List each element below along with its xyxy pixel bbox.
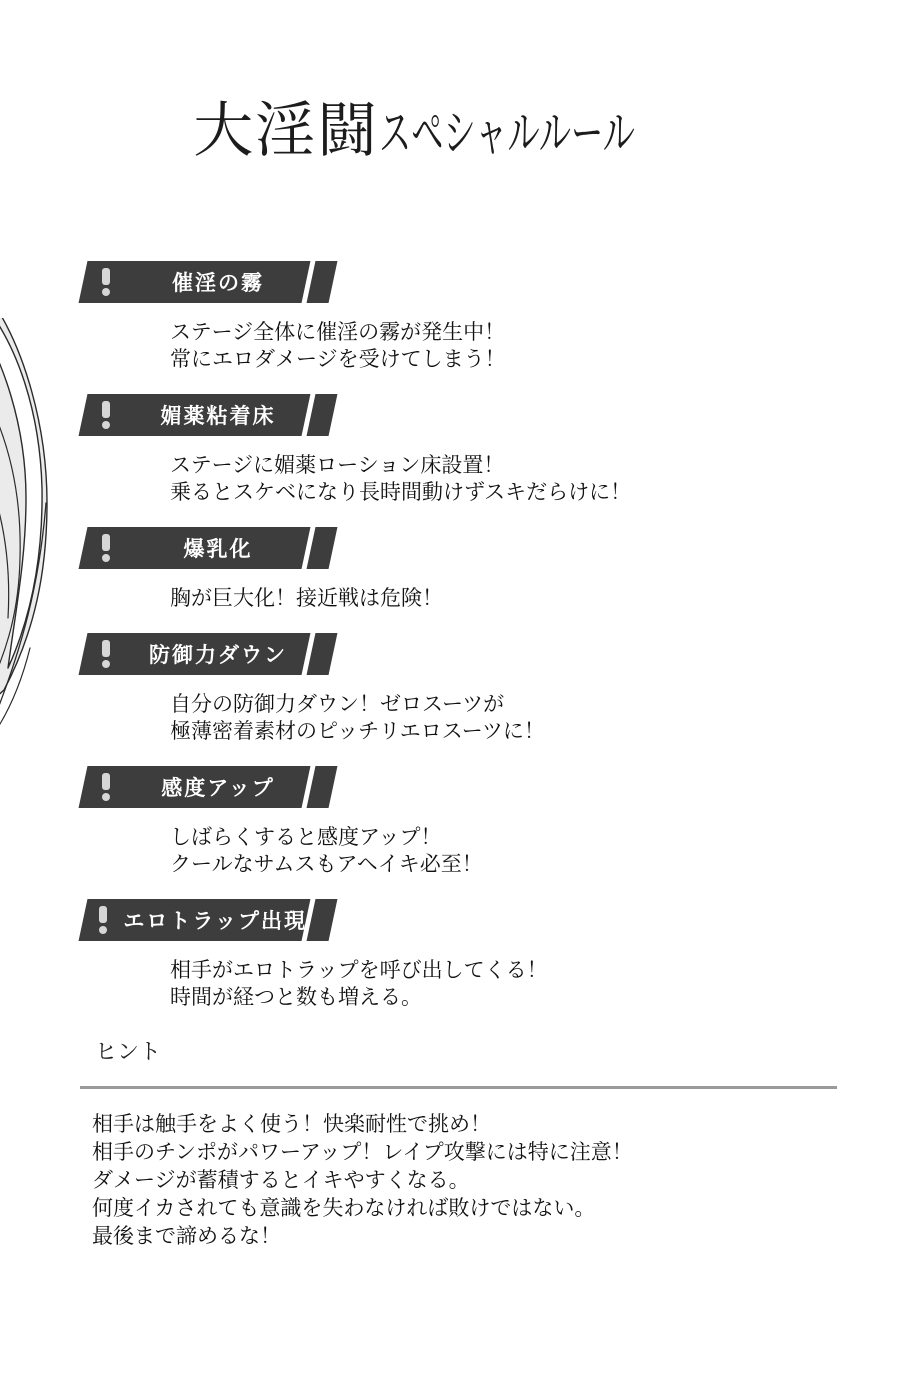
page-title-main: 大淫闘 xyxy=(193,97,380,164)
rule-description-line: しばらくすると感度アップ！ xyxy=(170,826,442,849)
hints-list xyxy=(92,1111,915,1251)
alert-icon-dot xyxy=(102,288,110,296)
rule-banner xyxy=(83,766,333,808)
rule-sections xyxy=(0,261,915,1011)
rule-banner-content xyxy=(83,766,333,808)
alert-icon xyxy=(83,773,129,801)
rule-section xyxy=(0,766,915,878)
hint-line: 最後まで諦めるな！ xyxy=(92,1225,281,1248)
horizontal-divider xyxy=(80,1086,837,1089)
rule-description xyxy=(170,824,915,878)
rule-banner-content xyxy=(83,394,333,436)
rule-description-line: 乗るとスケベになり長時間動けずスキだらけに！ xyxy=(170,481,632,504)
alert-icon-dot xyxy=(102,421,110,429)
rule-banner-label: 防御力ダウン xyxy=(149,644,287,667)
rule-description xyxy=(170,452,915,506)
rule-description-line: 極薄密着素材のピッチリエロスーツに！ xyxy=(170,720,545,743)
rule-description-line: ステージに媚薬ローション床設置！ xyxy=(170,454,505,477)
rule-banner-label: 感度アップ xyxy=(161,777,275,800)
rule-description-line: 常にエロダメージを受けてしまう！ xyxy=(170,348,506,371)
alert-icon-dot xyxy=(99,926,107,934)
rule-description-line: クールなサムスもアヘイキ必至！ xyxy=(170,853,483,876)
alert-icon xyxy=(83,268,129,296)
rule-banner xyxy=(83,633,333,675)
hint-line: 相手のチンポがパワーアップ！レイプ攻撃には特に注意！ xyxy=(92,1141,633,1164)
rule-description-line: 自分の防御力ダウン！ゼロスーツが xyxy=(170,693,505,716)
hint-line: 相手は触手をよく使う！快楽耐性で挑め！ xyxy=(92,1113,491,1136)
rule-banner-content xyxy=(83,261,333,303)
rule-banner xyxy=(83,261,333,303)
rule-section xyxy=(0,527,915,612)
rule-banner xyxy=(83,394,333,436)
hint-line: ダメージが蓄積するとイキやすくなる。 xyxy=(92,1169,470,1192)
rule-description xyxy=(170,957,915,1011)
rule-banner-label: 媚薬粘着床 xyxy=(160,405,276,428)
rule-description-line: 相手がエロトラップを呼び出してくる！ xyxy=(170,959,548,982)
rule-description-line: 胸が巨大化！接近戦は危険！ xyxy=(170,587,443,610)
alert-icon-dot xyxy=(102,554,110,562)
rule-section xyxy=(0,261,915,373)
alert-icon-bar xyxy=(102,773,110,790)
alert-icon xyxy=(83,640,129,668)
rule-banner-label: 爆乳化 xyxy=(183,538,253,561)
alert-icon-bar xyxy=(102,640,110,657)
rule-description-line: ステージ全体に催淫の霧が発生中！ xyxy=(170,321,506,344)
rule-section xyxy=(0,899,915,1011)
rule-description xyxy=(170,585,915,612)
page-title-sub: スペシャルルール xyxy=(379,105,636,163)
alert-icon xyxy=(83,906,123,934)
rule-banner-label: エロトラップ出現 xyxy=(123,910,307,933)
rule-banner-content xyxy=(83,633,333,675)
alert-icon-bar xyxy=(99,906,107,923)
rule-banner xyxy=(83,899,333,941)
rule-description-line: 時間が経つと数も増える。 xyxy=(170,986,422,1009)
rule-banner-label: 催淫の霧 xyxy=(172,272,264,295)
alert-icon-dot xyxy=(102,793,110,801)
hints-heading: ヒント xyxy=(95,1039,162,1064)
hint-line: 何度イカされても意識を失わなければ敗けではない。 xyxy=(92,1197,596,1220)
alert-icon xyxy=(83,401,129,429)
page-title xyxy=(0,96,915,169)
alert-icon xyxy=(83,534,129,562)
rule-banner-content xyxy=(83,899,333,941)
rule-section xyxy=(0,633,915,745)
hair-strands-sketch xyxy=(0,318,60,748)
alert-icon-bar xyxy=(102,401,110,418)
rule-section xyxy=(0,394,915,506)
rule-banner xyxy=(83,527,333,569)
alert-icon-bar xyxy=(102,534,110,551)
rule-banner-content xyxy=(83,527,333,569)
rule-description xyxy=(170,691,915,745)
alert-icon-bar xyxy=(102,268,110,285)
rule-description xyxy=(170,319,915,373)
alert-icon-dot xyxy=(102,660,110,668)
